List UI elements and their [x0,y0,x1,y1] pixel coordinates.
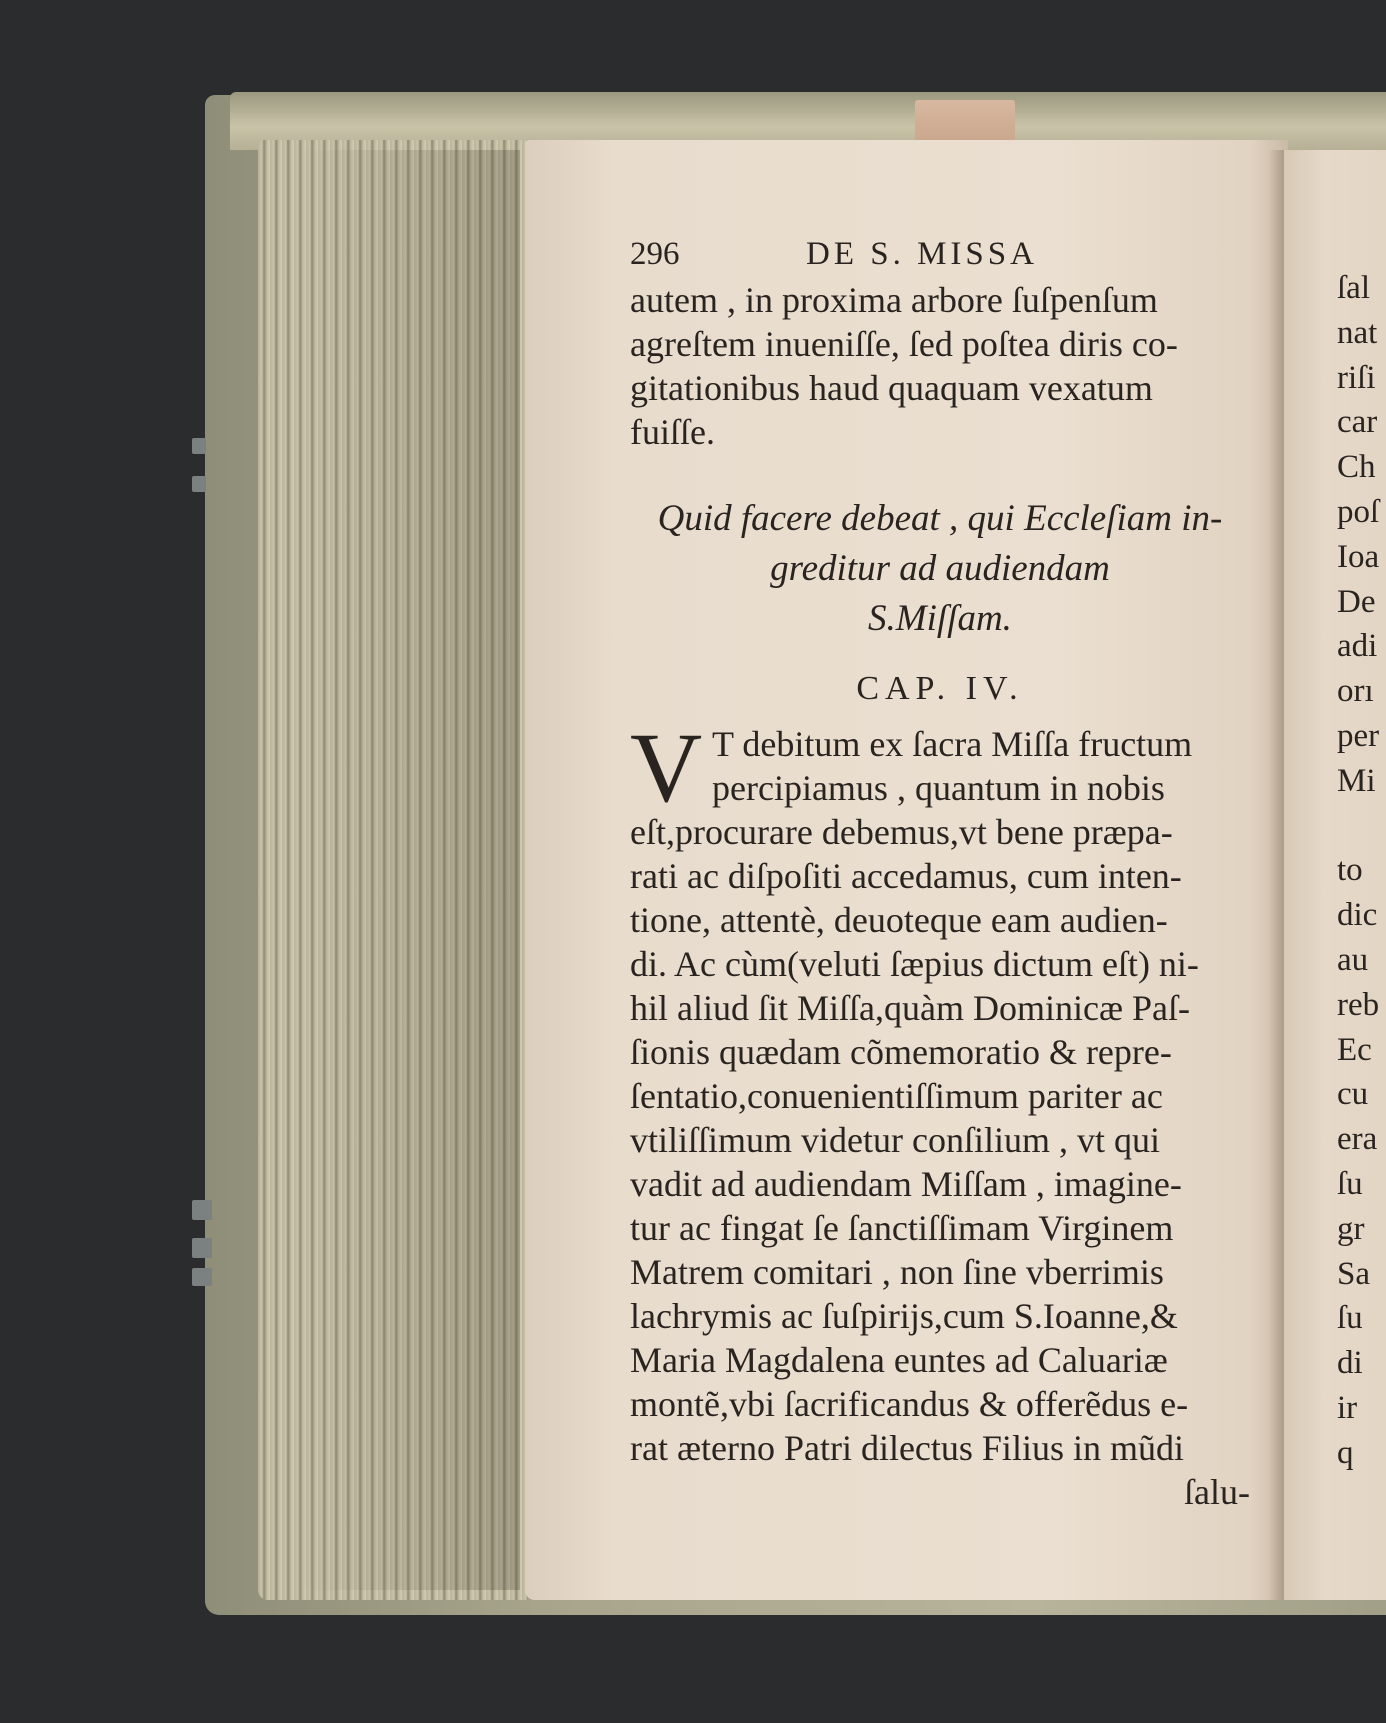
text-line: percipiamus , quantum in nobis [712,768,1165,808]
left-page-text [630,232,1250,1514]
text-line: lachrymis ac ſuſpirijs,cum S.Ioanne,& [630,1296,1178,1336]
text-fragment: to [1337,852,1363,889]
text-line: ſentatio,conuenientiſſimum pariter ac [630,1076,1163,1116]
text-fragment: au [1337,941,1369,978]
text-fragment: di [1337,1345,1363,1382]
text-line: tione, attentè, deuoteque eam audien- [630,900,1168,940]
text-fragment: q [1337,1434,1354,1471]
text-line: ſionis quædam cõmemoratio & repre- [630,1032,1172,1072]
text-fragment: ſu [1337,1300,1363,1337]
text-line: hil aliud ſit Miſſa,quàm Dominicæ Paſ- [630,988,1190,1028]
chapter-heading: CAP. IV. [856,670,1024,707]
text-line: autem , in proxima arbore ſuſpenſum [630,280,1158,320]
text-fragment: cu [1337,1076,1369,1113]
text-fragment: ir [1337,1389,1358,1426]
catchword: ſalu- [1184,1472,1250,1512]
text-fragment [1337,804,1386,849]
text-line: vadit ad audiendam Miſſam , imagine- [630,1164,1182,1204]
text-fragment: ſal [1337,270,1370,306]
facing-page-text [1337,266,1386,1476]
text-line: fuiſſe. [630,412,715,452]
clasp-fitting-lower-2 [192,1238,212,1258]
text-fragment: ſu [1337,1165,1363,1202]
clasp-fitting-upper [192,438,206,454]
text-fragment: reb [1337,986,1380,1023]
paragraph [630,712,1250,1470]
text-line: agreſtem inueniſſe, ſed poſtea diris co- [630,324,1178,364]
text-line: vtiliſſimum videtur conſilium , vt qui [630,1120,1160,1160]
clasp-fitting-lower [192,1200,212,1220]
clasp-fitting-upper-2 [192,476,206,492]
text-fragment: per [1337,717,1380,754]
text-fragment: Ioa [1337,538,1380,575]
text-fragment: Ch [1337,449,1376,486]
text-fragment: dic [1337,897,1378,934]
text-line: di. Ac cùm(veluti ſæpius dictum eſt) ni- [630,944,1199,984]
text-fragment: adi [1337,628,1378,665]
text-fragment: poſ [1337,493,1380,530]
text-fragment: era [1337,1121,1378,1158]
clasp-fitting-lower-3 [192,1268,212,1286]
text-line: Maria Magdalena euntes ad Caluariæ [630,1340,1168,1380]
text-line: T debitum ex ſacra Miſſa fructum [712,724,1193,764]
rubric-line: greditur ad audiendam [770,548,1110,589]
text-fragment: nat [1337,314,1378,351]
text-line: Matrem comitari , non ſine vberrimis [630,1252,1164,1292]
chapter-rubric [630,494,1250,644]
text-fragment: Ec [1337,1031,1372,1068]
text-fragment: De [1337,583,1376,620]
page-number: 296 [630,236,680,272]
text-line: tur ac fingat ſe ſanctiſſimam Virginem [630,1208,1174,1248]
running-head [630,232,1250,278]
text-fragment: gr [1337,1210,1365,1247]
text-line: eſt,procurare debemus,vt bene præpa- [630,812,1173,852]
page-edges-shadow [300,150,520,1590]
rubric-line: S.Miſſam. [868,598,1012,639]
text-fragment: Sa [1337,1255,1370,1292]
running-head-title: DE S. MISSA [806,236,1038,272]
rubric-line: Quid facere debeat , qui Eccleſiam in- [657,498,1223,539]
text-fragment: Mi [1337,762,1376,799]
text-line: rati ac diſpoſiti accedamus, cum inten- [630,856,1182,896]
text-line: montẽ,vbi ſacrificandus & offerẽdus e- [630,1384,1189,1424]
drop-cap-initial: V [630,712,703,823]
text-fragment: car [1337,404,1378,441]
text-line: gitationibus haud quaquam vexatum [630,368,1153,408]
text-fragment: riſi [1337,359,1376,396]
opening-lines [630,278,1250,454]
text-fragment: orı [1337,673,1374,710]
text-line: rat æterno Patri dilectus Filius in mũdi [630,1428,1184,1468]
